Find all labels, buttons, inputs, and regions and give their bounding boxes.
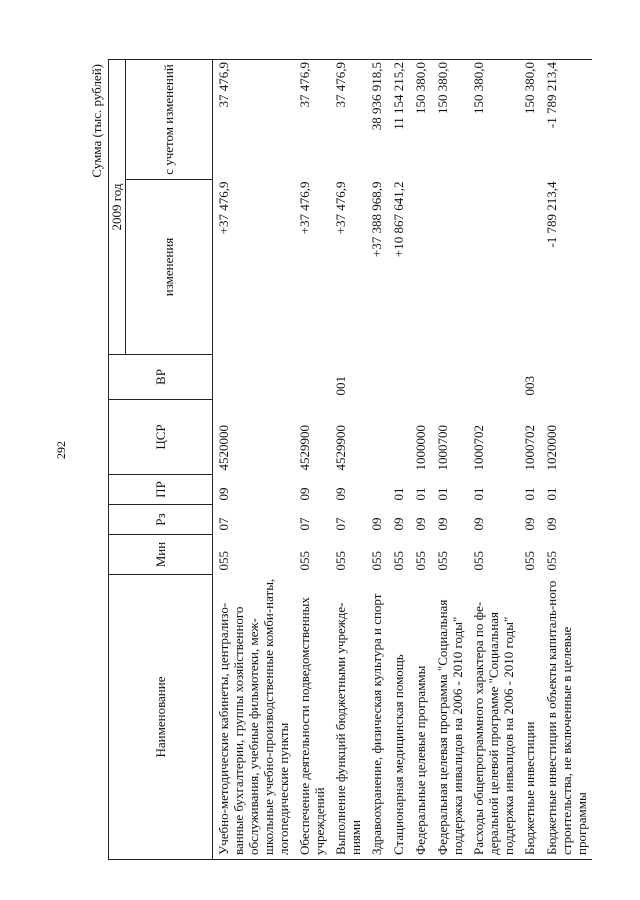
table-row xyxy=(410,60,432,860)
row-vr xyxy=(294,355,330,400)
row-total: 38 936 918,5 xyxy=(366,60,388,180)
row-rz: 09 xyxy=(391,517,406,531)
row-vr xyxy=(541,355,592,400)
row-total: 37 476,9 xyxy=(213,60,295,180)
row-total: -1 789 213,4 xyxy=(541,60,592,180)
row-name: Расходы общепрограммного характера по фе-деральной целевой программе "Социальная поддержка инвалидов на 2006 - 2010 годы" xyxy=(468,575,519,860)
row-name: Здравоохранение, физическая культура и спорт xyxy=(366,575,388,860)
row-csr: 1020000 xyxy=(544,425,559,471)
row-rz: 09 xyxy=(522,517,537,531)
row-rz: 07 xyxy=(333,517,348,531)
row-pr: 09 xyxy=(297,487,312,501)
row-vr xyxy=(432,355,468,400)
row-total: 11 154 215,2 xyxy=(388,60,410,180)
row-min: 055 xyxy=(544,551,559,571)
row-csr: 1000700 xyxy=(435,425,450,471)
table-row xyxy=(519,60,541,860)
row-pr: 01 xyxy=(544,487,559,501)
row-rz: 09 xyxy=(544,517,559,531)
row-csr: 4520000 xyxy=(216,425,231,471)
row-total: 150 380,0 xyxy=(519,60,541,180)
row-min: 055 xyxy=(471,551,486,571)
row-total: 150 380,0 xyxy=(468,60,519,180)
row-rz: 07 xyxy=(216,517,231,531)
row-vr xyxy=(366,355,388,400)
table-row xyxy=(468,60,519,860)
table-row xyxy=(213,60,295,860)
row-vr xyxy=(388,355,410,400)
header-vr: ВР xyxy=(109,355,213,400)
row-csr: 1000702 xyxy=(522,425,537,471)
row-name: Бюджетные инвестиции в объекты капиталь-ного строительства, не включенные в целевые программы xyxy=(541,575,592,860)
row-vr: 001 xyxy=(333,376,348,396)
table-body xyxy=(213,60,593,860)
row-changes: -1 789 213,4 xyxy=(544,181,559,248)
header-min: Мин xyxy=(109,535,213,575)
row-min: 055 xyxy=(216,551,231,571)
row-pr: 09 xyxy=(216,487,231,501)
header-pr: ПР xyxy=(109,475,213,505)
row-csr: 4529900 xyxy=(333,425,348,471)
row-vr xyxy=(213,355,295,400)
table-row xyxy=(388,60,410,860)
row-pr: 01 xyxy=(435,487,450,501)
row-changes xyxy=(519,180,541,355)
row-vr xyxy=(468,355,519,400)
header-csr: ЦСР xyxy=(109,400,213,475)
row-changes xyxy=(432,180,468,355)
page-number: 292 xyxy=(54,441,68,459)
row-rz: 09 xyxy=(369,517,384,531)
row-name: Бюджетные инвестиции xyxy=(519,575,541,860)
row-changes: +37 476,9 xyxy=(297,181,312,235)
row-csr: 4529900 xyxy=(297,425,312,471)
row-changes: +10 867 641,2 xyxy=(391,181,406,258)
budget-table-sheet xyxy=(88,60,588,860)
table-row xyxy=(330,60,366,860)
header-year: 2009 год xyxy=(109,60,126,355)
row-name: Стационарная медицинская помощь xyxy=(388,575,410,860)
row-pr: 01 xyxy=(471,487,486,501)
row-rz: 09 xyxy=(413,517,428,531)
row-name: Федеральные целевые программы xyxy=(410,575,432,860)
row-pr: 01 xyxy=(522,487,537,501)
row-min: 055 xyxy=(297,551,312,571)
row-pr: 01 xyxy=(391,487,406,501)
row-csr: 1000702 xyxy=(471,425,486,471)
row-pr: 09 xyxy=(333,487,348,501)
row-total: 150 380,0 xyxy=(432,60,468,180)
row-name: Выполнение функций бюджетными учрежде-ниями xyxy=(330,575,366,860)
row-csr xyxy=(366,400,388,475)
row-changes xyxy=(410,180,432,355)
row-csr xyxy=(388,400,410,475)
row-min: 055 xyxy=(391,551,406,571)
row-rz: 07 xyxy=(297,517,312,531)
budget-table xyxy=(108,59,592,860)
header-changes: изменения xyxy=(126,180,213,355)
row-name: Федеральная целевая программа "Социальная поддержка инвалидов на 2006 - 2010 годы" xyxy=(432,575,468,860)
row-total: 37 476,9 xyxy=(330,60,366,180)
header-with-changes: с учетом изменений xyxy=(126,60,213,180)
row-csr: 1000000 xyxy=(413,425,428,471)
row-min: 055 xyxy=(369,551,384,571)
row-rz: 09 xyxy=(435,517,450,531)
row-vr xyxy=(410,355,432,400)
row-min: 055 xyxy=(522,551,537,571)
row-vr: 003 xyxy=(522,376,537,396)
row-pr xyxy=(366,475,388,505)
row-changes: +37 388 968,9 xyxy=(369,181,384,258)
table-row xyxy=(294,60,330,860)
table-row xyxy=(541,60,592,860)
unit-label: Сумма (тыс. рублей) xyxy=(89,64,104,178)
row-total: 150 380,0 xyxy=(410,60,432,180)
row-min: 055 xyxy=(413,551,428,571)
row-total: 37 476,9 xyxy=(294,60,330,180)
header-rz: Рз xyxy=(109,505,213,535)
header-name: Наименование xyxy=(109,575,213,860)
row-changes: +37 476,9 xyxy=(333,181,348,235)
row-min: 055 xyxy=(333,551,348,571)
row-changes xyxy=(468,180,519,355)
row-changes: +37 476,9 xyxy=(216,181,231,235)
table-row xyxy=(432,60,468,860)
row-name: Обеспечение деятельности подведомственных учреждений xyxy=(294,575,330,860)
row-name: Учебно-методические кабинеты, централизо-ванные бухгалтерии, группы хозяйственного обслуживания, учебные фильмотеки, меж-школьные учебно-производственные комби-наты, логопедические пункты xyxy=(213,575,295,860)
row-pr: 01 xyxy=(413,487,428,501)
row-rz: 09 xyxy=(471,517,486,531)
row-min: 055 xyxy=(435,551,450,571)
table-row xyxy=(366,60,388,860)
